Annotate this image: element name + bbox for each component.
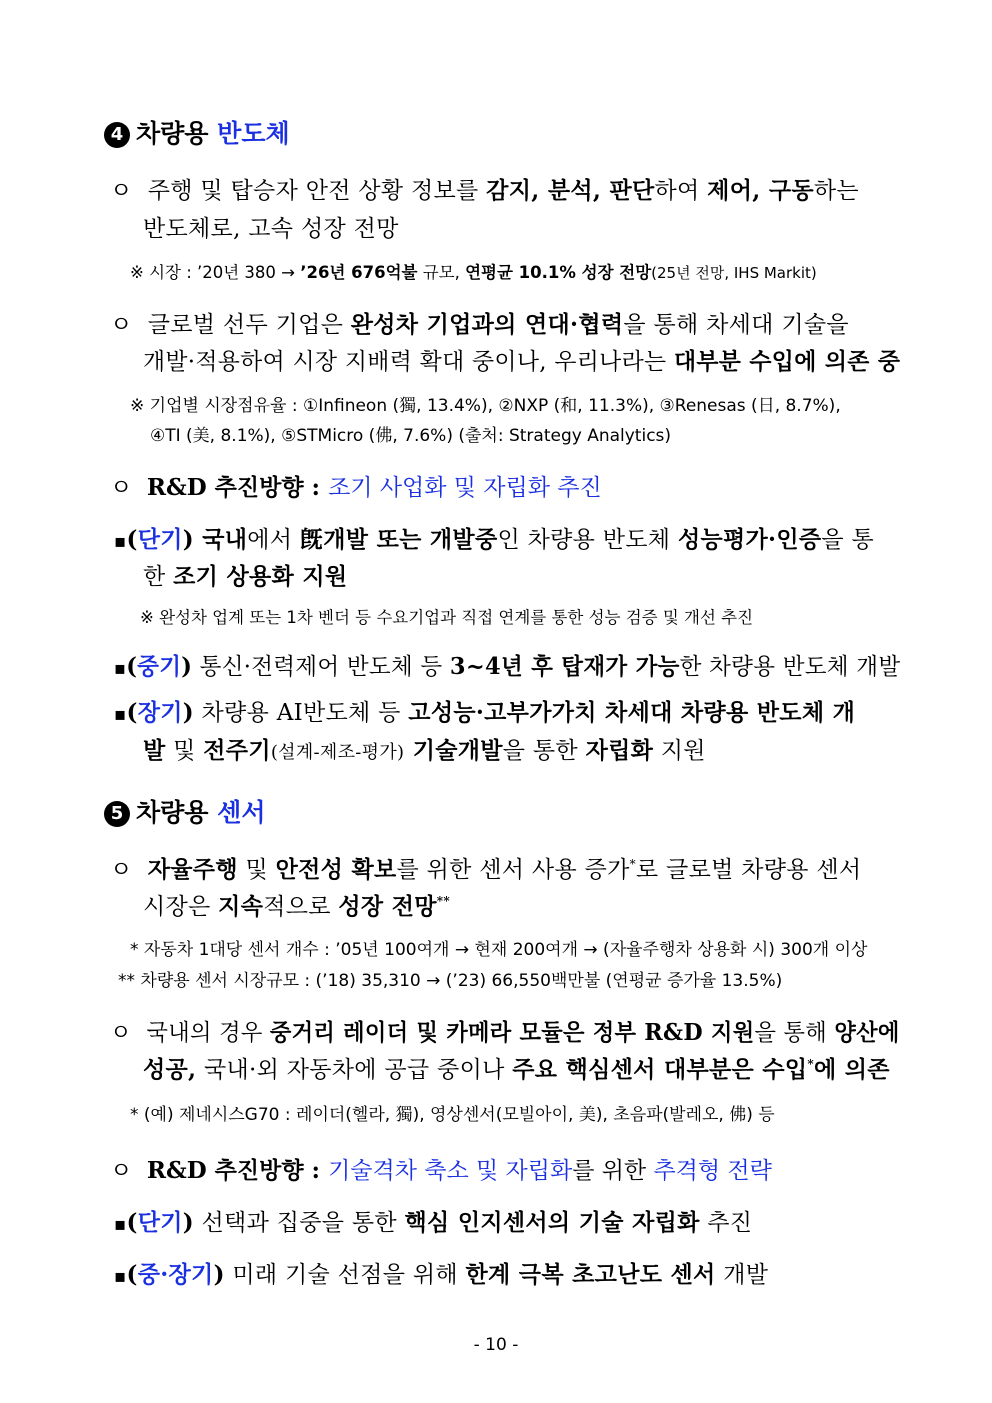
footnote-mark: * <box>807 1057 814 1071</box>
s4-short-term-line2 <box>143 558 347 591</box>
paren: ) <box>213 1261 225 1288</box>
rd-highlight: 조기 사업화 및 자립화 추진 <box>328 475 602 501</box>
text: 에서 <box>247 527 300 553</box>
s5-rd-direction <box>110 1152 772 1185</box>
small-text: (설계-제조-평가) <box>270 742 405 763</box>
bold-text: 발 <box>143 737 166 764</box>
section-number-4: 4 <box>104 122 130 148</box>
bold-text: 전주기 <box>203 737 271 764</box>
s4-long-term-line2 <box>143 732 706 765</box>
section-5-heading <box>104 793 265 829</box>
bold-text: 旣개발 또는 개발중 <box>299 526 498 553</box>
term-label: 단기 <box>137 1209 183 1236</box>
paren: ( <box>126 653 138 680</box>
term-label: 중기 <box>137 653 182 680</box>
s4-note3: ※ 완성차 업계 또는 1차 벤더 등 수요기업과 직접 연계를 통한 성능 검증 및 개선 추진 <box>140 608 754 627</box>
text: 하여 <box>654 178 708 204</box>
s5-note1: * 자동차 1대당 센서 개수 : ’05년 100여개 → 현재 200여개 → (자율주행차 상용화 시) 300개 이상 <box>130 940 868 960</box>
text: 한 <box>143 564 174 590</box>
square-bullet-icon: ▪ <box>114 1214 127 1235</box>
bold-text: 3~4년 후 탑재가 가능 <box>449 653 680 680</box>
square-bullet-icon: ▪ <box>114 1266 127 1287</box>
rd-label: R&D 추진방향 : <box>146 1157 329 1184</box>
text: 개발·적용하여 시장 지배력 확대 중이나, 우리나라는 <box>143 349 674 375</box>
paren: ) <box>181 653 193 680</box>
text: 적으로 <box>263 894 339 920</box>
text: 를 위한 <box>572 1158 654 1184</box>
text: 을 통해 차세대 기술을 <box>623 312 849 338</box>
paren: ) <box>182 1209 194 1236</box>
rd-highlight: 기술격차 축소 및 자립화 <box>328 1158 573 1184</box>
bold-text: 대부분 수입에 의존 중 <box>673 348 901 375</box>
bold-text: 조기 상용화 지원 <box>173 563 348 590</box>
s5-short-term <box>114 1204 752 1237</box>
term-label: 장기 <box>137 699 183 726</box>
s5-bullet1-line1 <box>110 851 861 884</box>
footnote-mark: * <box>629 857 636 871</box>
bullet-mark: ㅇ <box>110 857 133 883</box>
s4-note2-line2: ④TI (美, 8.1%), ⑤STMicro (佛, 7.6%) (출처: Strategy Analytics) <box>150 426 672 446</box>
text: 추진 <box>699 1210 753 1236</box>
s5-bullet2-line2 <box>143 1051 890 1084</box>
s4-bullet1-line1 <box>110 172 859 205</box>
square-bullet-icon: ▪ <box>114 531 127 552</box>
bold-text: 에 의존 <box>813 1056 890 1083</box>
text: ※ 시장 : ’20년 380 → <box>130 263 301 282</box>
bold-text: 자립화 <box>585 737 654 764</box>
s4-bullet1-line2: 반도체로, 고속 성장 전망 <box>143 216 399 242</box>
text: 로 글로벌 차량용 센서 <box>635 857 862 883</box>
bold-text: 지속 <box>218 893 264 920</box>
paren: ) <box>182 526 194 553</box>
square-bullet-icon: ▪ <box>114 658 127 679</box>
s4-short-term-line1 <box>114 521 874 554</box>
footnote-mark: ** <box>436 894 450 908</box>
text: 을 통한 <box>502 738 586 764</box>
bullet-mark: ㅇ <box>110 475 133 501</box>
s4-long-term-line1 <box>114 694 855 727</box>
bold-text: 국내 <box>193 526 248 553</box>
bold-text: 성장 전망 <box>338 893 437 920</box>
s4-bullet2-line2 <box>143 343 900 376</box>
section-number-5: 5 <box>104 801 130 827</box>
term-label: 중·장기 <box>137 1261 214 1288</box>
text: 국내의 경우 <box>146 1020 270 1046</box>
text: 차량용 AI반도체 등 <box>193 700 409 726</box>
bold-text: 기술개발 <box>404 737 503 764</box>
bold-text: 안전성 확보 <box>275 856 397 883</box>
s4-bullet2-line1 <box>110 306 849 339</box>
paren: ( <box>126 1209 138 1236</box>
s4-mid-term <box>114 648 900 681</box>
text: 인 차량용 반도체 <box>497 527 678 553</box>
text: 지원 <box>653 738 706 764</box>
text: 통신·전력제어 반도체 등 <box>192 654 450 680</box>
s5-note3: * (예) 제네시스G70 : 레이더(헬라, 獨), 영상센서(모빌아이, 美), 초음파(발레오, 佛) 등 <box>130 1105 775 1125</box>
section-5-title-a: 차량용 <box>136 798 209 827</box>
text: 주행 및 탑승자 안전 상황 정보를 <box>147 178 487 204</box>
bold-text: 중거리 레이더 및 카메라 모듈은 정부 R&D 지원 <box>269 1019 755 1046</box>
s4-note1 <box>130 259 817 283</box>
rd-highlight: 추격형 전략 <box>653 1158 772 1184</box>
bold-text: 감지, 분석, 판단 <box>486 177 655 204</box>
bold-text: 주요 핵심센서 대부분은 수입 <box>512 1056 808 1083</box>
bold-text: ’26년 676억불 <box>300 263 418 282</box>
bold-text: 성공, <box>143 1056 197 1083</box>
bullet-mark: ㅇ <box>110 178 133 204</box>
page-number: - 10 - <box>473 1335 519 1355</box>
square-bullet-icon: ▪ <box>114 704 127 725</box>
s5-bullet1-line2 <box>143 888 450 921</box>
text: 글로벌 선두 기업은 <box>147 312 351 338</box>
text: 및 <box>237 857 276 883</box>
text: 국내·외 자동차에 공급 중이나 <box>196 1057 513 1083</box>
text: 미래 기술 선점을 위해 <box>224 1262 466 1288</box>
s5-mid-long-term <box>114 1256 768 1289</box>
s5-note2: ** 차량용 센서 시장규모 : (’18) 35,310 → (’23) 66,550백만불 (연평균 증가율 13.5%) <box>118 971 783 991</box>
s4-rd-direction <box>110 469 602 502</box>
bold-text: 자율주행 <box>147 856 238 883</box>
s5-bullet2-line1 <box>110 1014 900 1047</box>
bullet-mark: ㅇ <box>110 312 133 338</box>
text: 을 통해 <box>754 1020 835 1046</box>
text: 규모, <box>417 263 466 282</box>
section-4-title-a: 차량용 <box>136 119 209 148</box>
text: 및 <box>165 738 204 764</box>
bold-text: 고성능·고부가가치 차세대 차량용 반도체 개 <box>408 699 856 726</box>
section-5-title-b: 센서 <box>217 798 266 827</box>
s4-note2-line1: ※ 기업별 시장점유율 : ①Infineon (獨, 13.4%), ②NXP (和, 11.3%), ③Renesas (日, 8.7%), <box>130 396 841 416</box>
text: 시장은 <box>143 894 219 920</box>
bold-text: 제어, 구동 <box>707 177 814 204</box>
bold-text: 성능평가·인증 <box>677 526 822 553</box>
bold-text: 완성차 기업과의 연대·협력 <box>350 311 624 338</box>
bold-text: 양산에 <box>834 1019 900 1046</box>
bullet-mark: ㅇ <box>110 1020 132 1046</box>
text: 를 위한 센서 사용 증가 <box>396 857 630 883</box>
paren: ) <box>182 699 194 726</box>
section-4-heading <box>104 114 290 150</box>
rd-label: R&D 추진방향 : <box>146 474 329 501</box>
source-text: (25년 전망, IHS Markit) <box>651 264 817 282</box>
text: 개발 <box>715 1262 769 1288</box>
text: 하는 <box>813 178 859 204</box>
bold-text: 연평균 10.1% 성장 전망 <box>465 263 652 282</box>
bold-text: 핵심 인지센서의 기술 자립화 <box>404 1209 700 1236</box>
text: 선택과 집중을 통한 <box>193 1210 405 1236</box>
paren: ( <box>126 699 138 726</box>
paren: ( <box>126 526 138 553</box>
section-4-title-b: 반도체 <box>217 119 290 148</box>
text: 한 차량용 반도체 개발 <box>679 654 901 680</box>
bullet-mark: ㅇ <box>110 1158 133 1184</box>
bold-text: 한계 극복 초고난도 센서 <box>465 1261 716 1288</box>
term-label: 단기 <box>137 526 183 553</box>
paren: ( <box>126 1261 138 1288</box>
text: 을 통 <box>821 527 875 553</box>
